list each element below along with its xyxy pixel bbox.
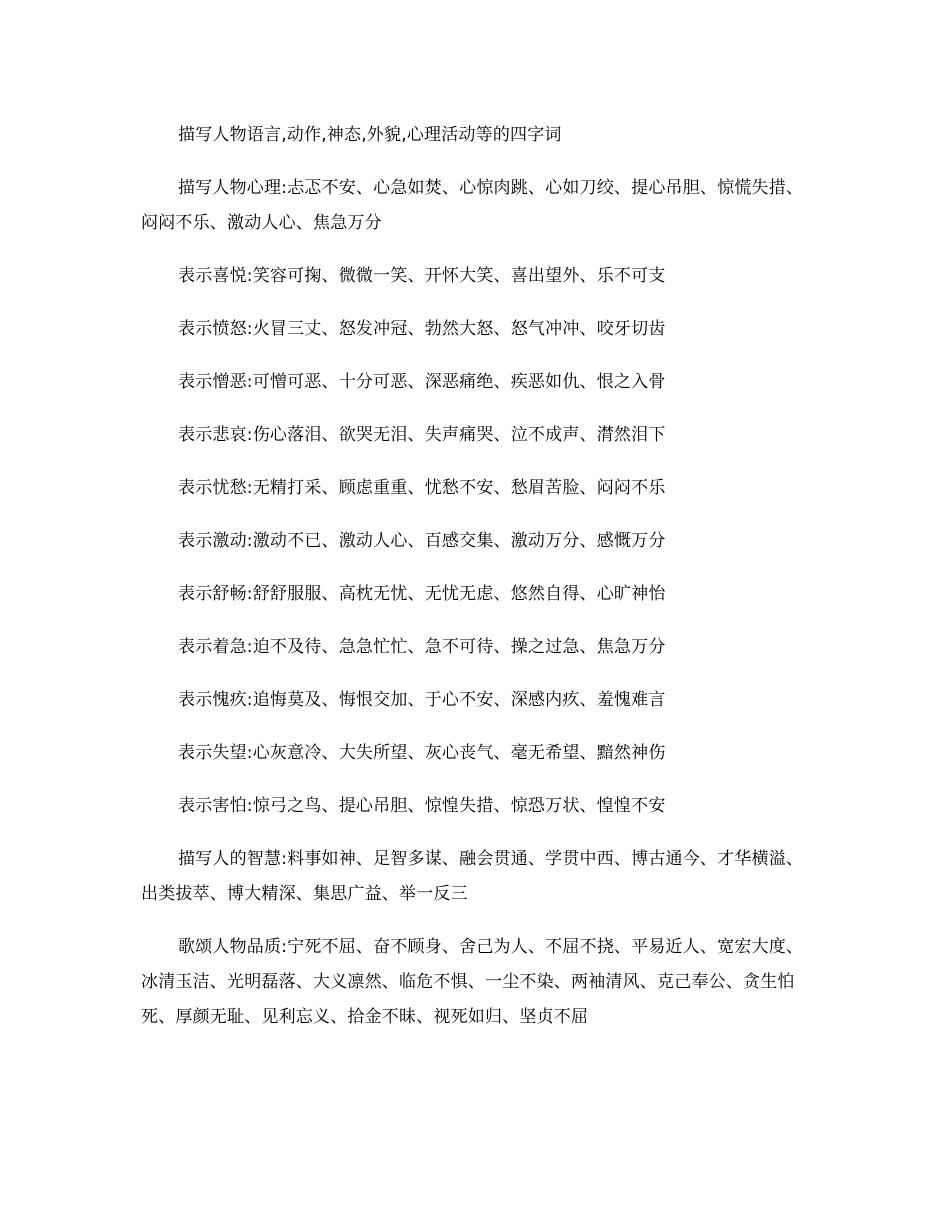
paragraph-worry: 表示忧愁:无精打采、顾虑重重、忧愁不安、愁眉苦脸、闷闷不乐 xyxy=(178,478,666,498)
paragraph-guilt: 表示愧疚:追悔莫及、悔恨交加、于心不安、深感内疚、羞愧难言 xyxy=(178,690,666,710)
paragraph-psychology: 描写人物心理:忐忑不安、心急如焚、心惊肉跳、心如刀绞、提心吊胆、惊慌失措、闷闷不乐、激动人心、焦急万分 xyxy=(141,178,804,233)
paragraph-fear: 表示害怕:惊弓之鸟、提心吊胆、惊惶失措、惊恐万状、惶惶不安 xyxy=(178,796,666,816)
paragraph-hatred: 表示憎恶:可憎可恶、十分可恶、深恶痛绝、疾恶如仇、恨之入骨 xyxy=(178,372,666,392)
paragraph-anger: 表示愤怒:火冒三丈、怒发冲冠、勃然大怒、怒气冲冲、咬牙切齿 xyxy=(178,319,666,339)
paragraph-anxiety: 表示着急:迫不及待、急急忙忙、急不可待、操之过急、焦急万分 xyxy=(178,637,666,657)
paragraph-wisdom: 描写人的智慧:料事如神、足智多谋、融会贯通、学贯中西、博古通今、才华横溢、出类拔萃、博大精深、集思广益、举一反三 xyxy=(141,849,804,904)
paragraph-excitement: 表示激动:激动不已、激动人心、百感交集、激动万分、感慨万分 xyxy=(178,531,666,551)
paragraph-character: 歌颂人物品质:宁死不屈、奋不顾身、舍己为人、不屈不挠、平易近人、宽宏大度、冰清玉洁、光明磊落、大义凛然、临危不惧、一尘不染、两袖清风、克己奉公、贪生怕死、厚颜无耻、见利忘义、拾金不昧、视死如归、坚贞不屈 xyxy=(141,937,804,1027)
document-body xyxy=(141,118,813,1053)
paragraph-joy: 表示喜悦:笑容可掬、微微一笑、开怀大笑、喜出望外、乐不可支 xyxy=(178,266,666,286)
document-title: 描写人物语言,动作,神态,外貌,心理活动等的四字词 xyxy=(178,125,562,145)
paragraph-sorrow: 表示悲哀:伤心落泪、欲哭无泪、失声痛哭、泣不成声、潸然泪下 xyxy=(178,425,666,445)
paragraph-disappointment: 表示失望:心灰意冷、大失所望、灰心丧气、毫无希望、黯然神伤 xyxy=(178,743,666,763)
paragraph-comfort: 表示舒畅:舒舒服服、高枕无忧、无忧无虑、悠然自得、心旷神怡 xyxy=(178,584,666,604)
